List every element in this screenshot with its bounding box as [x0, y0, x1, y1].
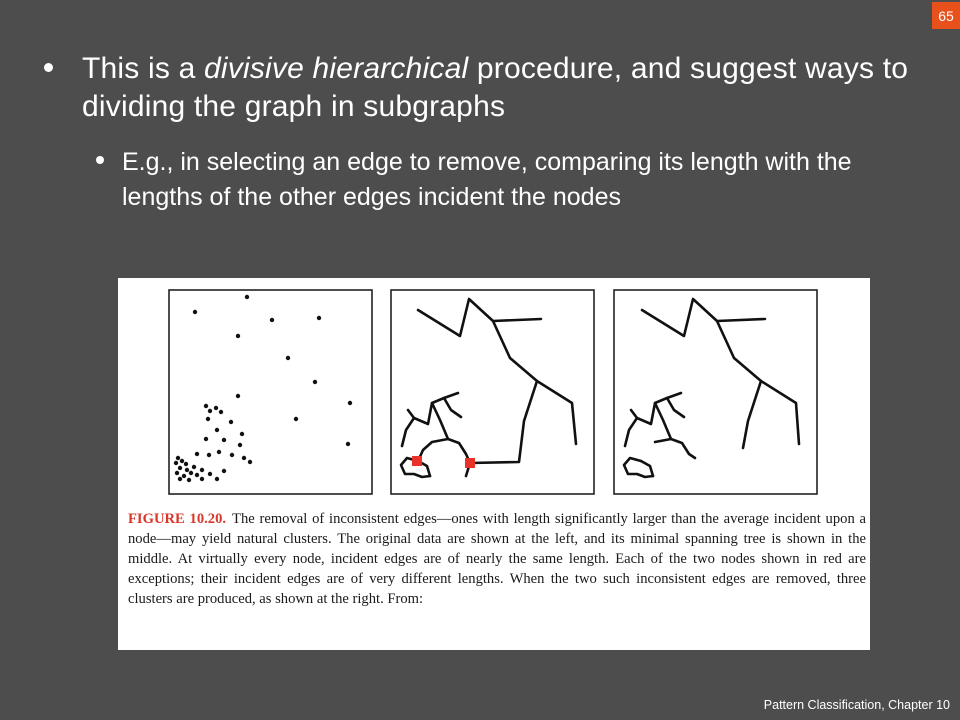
panel-middle-tree	[401, 299, 576, 477]
figure-10-20	[118, 278, 870, 650]
figure-panels	[118, 278, 870, 508]
bullet-dot	[96, 156, 104, 164]
emphasis-text: divisive hierarchical	[204, 52, 469, 85]
bullet-sub	[96, 145, 876, 215]
bullet-sub-text: E.g., in selecting an edge to remove, comparing its length with the lengths of the other edges incident the nodes	[122, 148, 852, 211]
panel-right-clusters	[624, 299, 799, 477]
red-node-2	[465, 458, 475, 468]
footer-chapter: Pattern Classification, Chapter 10	[763, 698, 950, 712]
figure-caption-text: The removal of inconsistent edges—ones with length significantly larger than the average incident upon a node—may yield natural clusters. The original data are shown at the left, and its minimal spanning tree is shown in the middle. At virtually every node, incident edges are of nearly the same length. Each of the two nodes shown in red are exceptions; their incident edges are of very different lengths. When the two such inconsistent edges are removed, three clusters are produced, as shown at the right. From:	[128, 511, 867, 607]
bullet-main	[44, 50, 924, 126]
page-number-badge: 65	[932, 2, 960, 29]
panel-left-points	[174, 295, 352, 482]
red-node-1	[412, 456, 422, 466]
bullet-dot	[44, 63, 53, 72]
figure-label: FIGURE 10.20.	[128, 511, 227, 527]
panel-middle-red-nodes	[412, 456, 475, 468]
figure-caption	[128, 509, 866, 609]
bullet-main-text: This is a divisive hierarchical procedure, and suggest ways to dividing the graph in subgraphs	[82, 52, 909, 123]
